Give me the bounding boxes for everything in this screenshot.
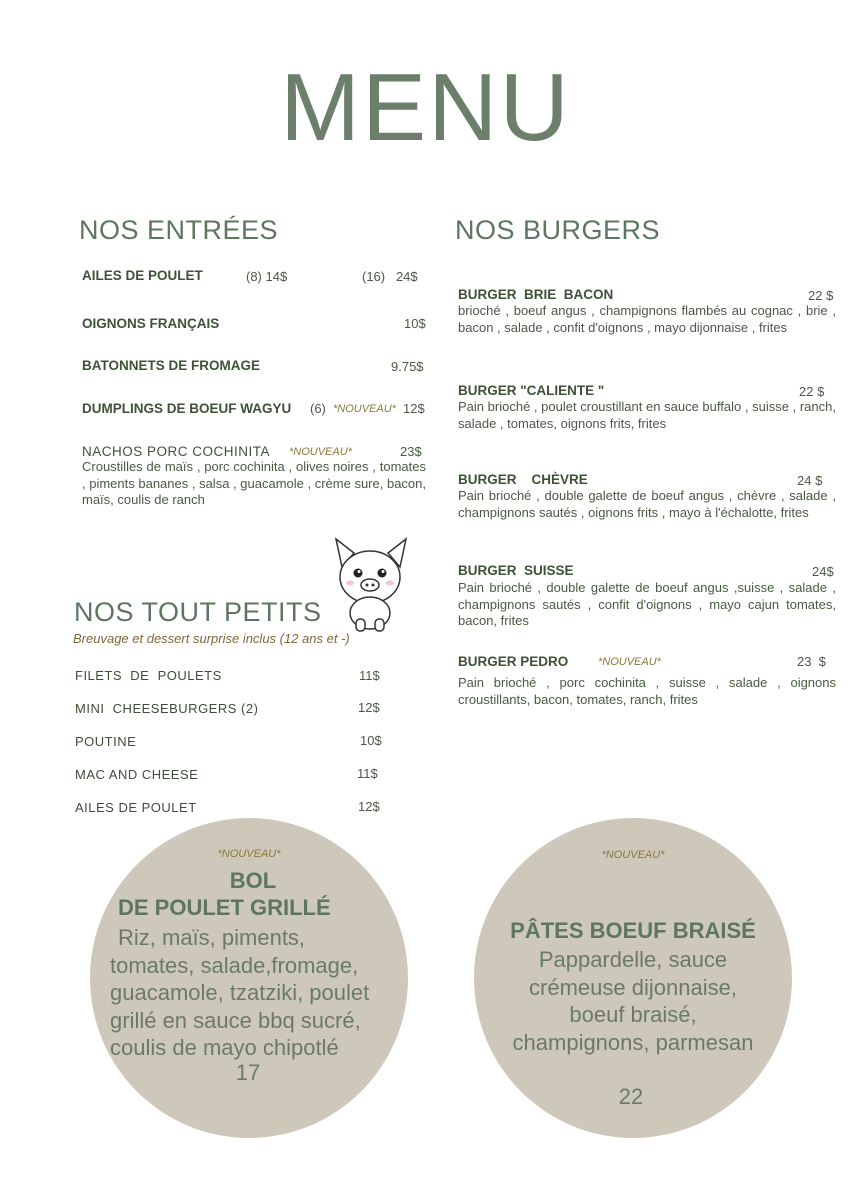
kid-item-price: 12$ bbox=[358, 700, 380, 715]
kid-item-price: 10$ bbox=[360, 733, 382, 748]
special-price: 17 bbox=[235, 1060, 261, 1085]
petits-heading: NOS TOUT PETITS bbox=[74, 597, 322, 627]
burger-name: BURGER CHÈVRE bbox=[458, 472, 588, 487]
burger-price: 22 $ bbox=[799, 384, 825, 399]
special-description-line: tomates, salade,fromage, bbox=[110, 952, 359, 978]
kid-item-name: MINI CHEESEBURGERS (2) bbox=[75, 701, 259, 716]
special-description-line: guacamole, tzatziki, poulet bbox=[110, 980, 370, 1005]
pig-icon bbox=[328, 533, 412, 633]
nouveau-badge: *NOUVEAU* bbox=[333, 403, 396, 415]
special-title: DE POULET GRILLÉ bbox=[118, 895, 331, 920]
entree-name: AILES DE POULET bbox=[82, 268, 203, 283]
burger-name: BURGER BRIE BACON bbox=[458, 287, 614, 302]
entree-qty: (6) bbox=[310, 401, 326, 416]
nouveau-badge: *NOUVEAU* bbox=[598, 656, 661, 668]
special-description-line: grillé en sauce bbq sucré, bbox=[110, 1007, 361, 1033]
burger-price: 24$ bbox=[812, 564, 834, 579]
special-description-line: boeuf braisé, bbox=[569, 1002, 697, 1027]
kid-item-name: FILETS DE POULETS bbox=[75, 668, 222, 683]
nouveau-badge: *NOUVEAU* bbox=[601, 849, 665, 861]
burger-name: BURGER SUISSE bbox=[458, 563, 574, 578]
burger-price: 23 $ bbox=[797, 654, 826, 669]
burger-price: 22 $ bbox=[808, 288, 834, 303]
entree-price: (16) 24$ bbox=[362, 269, 418, 284]
kid-item-price: 12$ bbox=[358, 799, 380, 814]
entree-name: BATONNETS DE FROMAGE bbox=[82, 358, 261, 373]
burger-price: 24 $ bbox=[797, 473, 823, 488]
petits-subtitle: Breuvage et dessert surprise inclus (12 ans et -) bbox=[73, 631, 350, 646]
entree-description: Croustilles de maïs , porc cochinita , olives noires , tomates , piments bananes , salsa , guacamole , crème sure, bacon, maïs, coulis de ranch bbox=[82, 459, 426, 507]
special-description-line: Pappardelle, sauce bbox=[538, 947, 728, 972]
kid-item-name: MAC AND CHEESE bbox=[75, 767, 199, 782]
kid-item-name: POUTINE bbox=[75, 734, 137, 749]
burgers-heading: NOS BURGERS bbox=[455, 215, 661, 245]
nouveau-badge: *NOUVEAU* bbox=[289, 446, 352, 458]
special-price: 22 bbox=[618, 1084, 644, 1109]
page-title: MENU bbox=[280, 54, 571, 161]
kid-item-name: AILES DE POULET bbox=[75, 800, 197, 815]
entree-extra-price: (8) 14$ bbox=[246, 269, 288, 284]
special-description bbox=[474, 946, 792, 1056]
special-title: BOL bbox=[229, 868, 277, 893]
burger-name: BURGER PEDRO bbox=[458, 654, 569, 669]
burger-description: brioché , boeuf angus , champignons flambés au cognac , brie , bacon , salade , confit d'oignons , mayo dijonnaise , frites bbox=[458, 303, 836, 335]
burger-description: Pain brioché , double galette de boeuf angus , chèvre , salade , champignons sautés , oignons frits , mayo à l'échalotte, frites bbox=[458, 488, 836, 520]
special-description bbox=[110, 924, 369, 1062]
burger-description: Pain brioché , porc cochinita , suisse , salade , oignons croustillants, bacon, tomates, ranch, frites bbox=[458, 675, 836, 707]
burger-name: BURGER "CALIENTE " bbox=[458, 383, 605, 398]
nouveau-badge: *NOUVEAU* bbox=[217, 848, 281, 860]
burger-description: Pain brioché , double galette de boeuf angus ,suisse , salade , champignons sautés , confit d'oignons , mayo cajun tomates, bacon, frites bbox=[458, 580, 836, 628]
special-description-line: champignons, parmesan bbox=[512, 1029, 754, 1055]
special-description-line: Riz, maïs, piments, bbox=[118, 925, 306, 950]
kid-item-price: 11$ bbox=[359, 668, 380, 683]
special-title: PÂTES BOEUF BRAISÉ bbox=[510, 918, 756, 943]
entree-price: 10$ bbox=[404, 316, 426, 331]
entree-name: DUMPLINGS DE BOEUF WAGYU bbox=[82, 401, 292, 416]
special-description-line: crémeuse dijonnaise, bbox=[529, 974, 737, 1000]
entree-price: 23$ bbox=[400, 444, 422, 459]
entrees-heading: NOS ENTRÉES bbox=[79, 215, 279, 245]
entree-price: 12$ bbox=[403, 401, 425, 416]
entree-name: NACHOS PORC COCHINITA bbox=[82, 444, 271, 459]
entree-name: OIGNONS FRANÇAIS bbox=[82, 316, 220, 331]
special-description-line: coulis de mayo chipotlé bbox=[110, 1035, 339, 1060]
kid-item-price: 11$ bbox=[357, 766, 378, 781]
burger-description: Pain brioché , poulet croustillant en sauce buffalo , suisse , ranch, salade , tomates, oignons frits, frites bbox=[458, 399, 836, 431]
entree-price: 9.75$ bbox=[391, 359, 424, 374]
